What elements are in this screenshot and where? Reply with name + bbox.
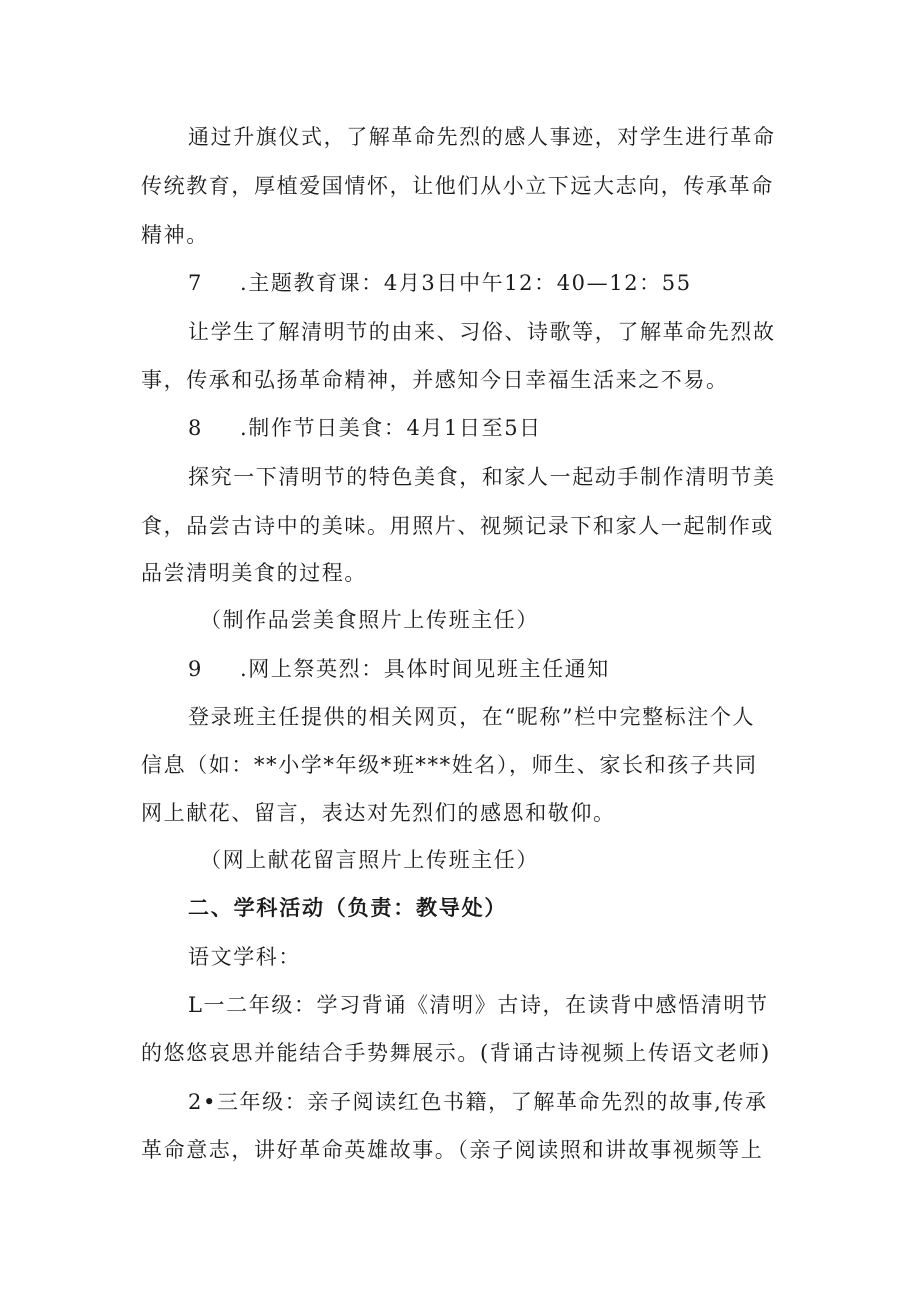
paragraph-line: 登录班主任提供的相关网页，在“昵称”栏中完整标注个人 [188,705,756,729]
section-heading: 二、学科活动（负责：教导处） [188,896,508,920]
list-item-9 [188,654,610,684]
item-number: 9 [188,657,203,681]
upload-note: （网上献花留言照片上传班主任） [200,848,539,872]
list-item-7 [188,268,692,298]
paragraph-line: 通过升旗仪式，了解革命先烈的感人事迹，对学生进行革命 [188,125,776,149]
subject-label: 语文学科： [188,945,301,969]
paragraph-line: 探究一下清明节的特色美食，和家人一起动手制作清明节美 [188,465,776,489]
item-text: .制作节日美食：4月1日至5日 [240,416,542,440]
paragraph-line: 网上献花、留言，表达对先烈们的感恩和敬仰。 [141,801,616,825]
paragraph-line: 让学生了解清明节的由来、习俗、诗歌等，了解革命先烈故 [188,320,776,344]
paragraph-line: 食，品尝古诗中的美味。用照片、视频记录下和家人一起制作或 [141,514,774,538]
paragraph-line: 的悠悠哀思并能结合手势舞展示。(背诵古诗视频上传语文老师) [141,1041,771,1065]
item-number: 7 [188,271,203,295]
item-text: .网上祭英烈：具体时间见班主任通知 [240,657,610,681]
paragraph-line: 2•三年级：亲子阅读红色书籍，了解革命先烈的故事,传承 [188,1090,768,1114]
item-text: .主题教育课：4月3日中午12：40—12：55 [240,271,692,295]
list-item-8 [188,413,542,443]
paragraph-line: 精神。 [141,223,209,247]
paragraph-line: L一二年级：学习背诵《清明》古诗，在读背中感悟清明节 [188,993,769,1017]
paragraph-line: 革命意志，讲好革命英雄故事。（亲子阅读照和讲故事视频等上 [141,1138,764,1162]
paragraph-line: 传统教育，厚植爱国情怀，让他们从小立下远大志向，传承革命 [141,174,774,198]
item-number: 8 [188,416,203,440]
upload-note: （制作品尝美食照片上传班主任） [200,608,539,632]
paragraph-line: 事，传承和弘扬革命精神，并感知今日幸福生活来之不易。 [141,368,729,392]
paragraph-line: 品尝清明美食的过程。 [141,561,367,585]
paragraph-line: 信息（如：**小学*年级*班***姓名），师生、家长和孩子共同 [141,753,758,777]
